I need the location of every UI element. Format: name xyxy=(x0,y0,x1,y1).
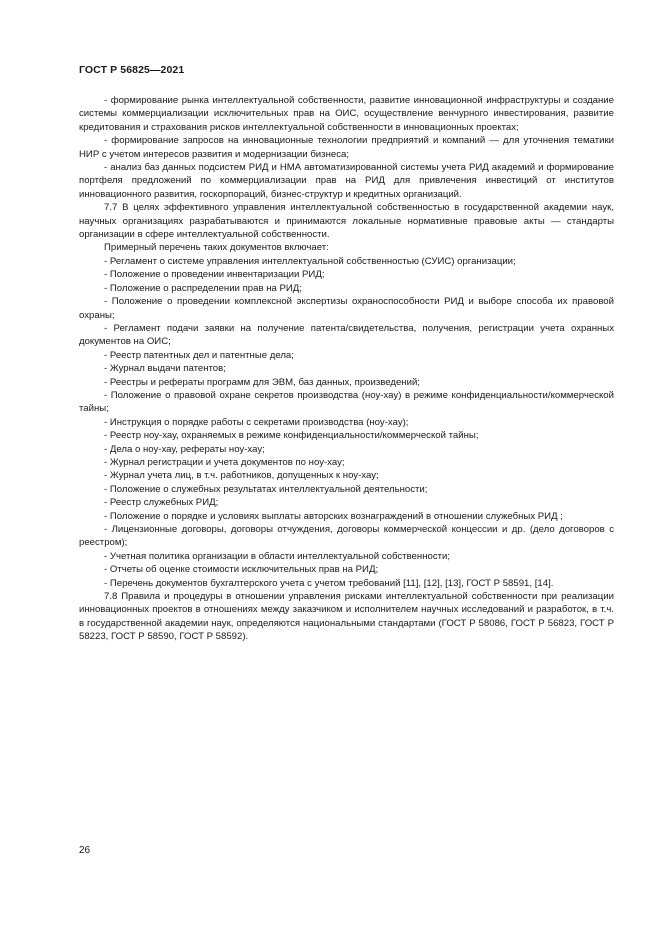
section-7-7-paragraph: 7.7 В целях эффективного управления интеллектуальной собственностью в государственной академии наук, научных организациях разрабатываются и принимаются локальные нормативные правовые акты — стандарты организации в сфере интеллектуальной собственности. xyxy=(79,202,614,241)
list-intro: Примерный перечень таких документов включает: xyxy=(104,242,329,254)
list-item: - Положение о распределении прав на РИД; xyxy=(104,282,302,294)
list-item: - Регламент подачи заявки на получение патента/свидетельства, получения, регистрации учета охранных документов на ОИС; xyxy=(79,322,614,348)
list-item: - Реестр ноу-хау, охраняемых в режиме конфиденциальности/коммерческой тайны; xyxy=(104,430,479,442)
list-item: - Регламент о системе управления интеллектуальной собственностью (СУИС) организации; xyxy=(104,255,516,267)
list-item: - Положение о порядке и условиях выплаты авторских вознаграждений в отношении служебных РИД ; xyxy=(104,510,563,522)
list-item: - Журнал выдачи патентов; xyxy=(104,363,226,375)
list-item: - Положение о правовой охране секретов производства (ноу-хау) в режиме конфиденциальности/коммерческой тайны; xyxy=(79,389,614,415)
list-item: - Реестры и рефераты программ для ЭВМ, баз данных, произведений; xyxy=(104,376,420,388)
paragraph: - анализ баз данных подсистем РИД и НМА автоматизированной системы учета РИД академий и формирование портфеля предложений по коммерциализации прав на РИД для привлечения инвестиций от институтов инновационного развития, госкорпораций, бизнес-структур и кредитных организаций. xyxy=(79,162,614,200)
section-7-8-paragraph: 7.8 Правила и процедуры в отношении управления рисками интеллектуальной собственности при реализации инновационных проектов в отношениях между заказчиком и исполнителем научных исследований и разработок, в т.ч. в государственной академии наук, определяются национальными стандартами (ГОСТ Р 58086, ГОСТ Р 56823, ГОСТ Р 58223, ГОСТ Р 58590, ГОСТ Р 58592). xyxy=(79,591,614,643)
list-item: - Положение о служебных результатах интеллектуальной деятельности; xyxy=(104,483,428,495)
list-item: - Журнал регистрации и учета документов по ноу-хау; xyxy=(104,456,345,468)
list-item: - Реестр служебных РИД; xyxy=(104,497,219,509)
document-body xyxy=(79,94,614,644)
list-item: - Лицензионные договоры, договоры отчуждения, договоры коммерческой концессии и др. (дело договоров с реестром); xyxy=(79,524,614,549)
list-item: - Положение о проведении комплексной экспертизы охраноспособности РИД и выборе способа их правовой охраны; xyxy=(79,296,614,321)
paragraph: - формирование рынка интеллектуальной собственности, развитие инновационной инфраструктуры и создание системы коммерциализации исключительных прав на ОИС, осуществление венчурного инвестирования, развитие кредитования и страхования рисков интеллектуальной собственности в инновационных проектах; xyxy=(79,95,614,133)
page-number: 26 xyxy=(79,845,91,856)
list-item: - Перечень документов бухгалтерского учета с учетом требований [11], [12], [13], ГОСТ Р 58591, [14]. xyxy=(104,577,554,589)
list-item: - Дела о ноу-хау, рефераты ноу-хау; xyxy=(104,443,265,455)
list-item: - Учетная политика организации в области интеллектуальной собственности; xyxy=(104,550,451,562)
list-item: - Журнал учета лиц, в т.ч. работников, допущенных к ноу-хау; xyxy=(104,470,379,482)
paragraph: - формирование запросов на инновационные технологии предприятий и компаний — для уточнения тематики НИР с учетом интересов развития и модернизации бизнеса; xyxy=(79,135,614,160)
list-item: - Реестр патентных дел и патентные дела; xyxy=(104,349,294,361)
document-header: ГОСТ Р 56825—2021 xyxy=(79,64,185,76)
list-item: - Отчеты об оценке стоимости исключительных прав на РИД; xyxy=(104,564,379,576)
list-item: - Положение о проведении инвентаризации РИД; xyxy=(104,269,325,281)
list-item: - Инструкция о порядке работы с секретами производства (ноу-хау); xyxy=(104,416,409,428)
